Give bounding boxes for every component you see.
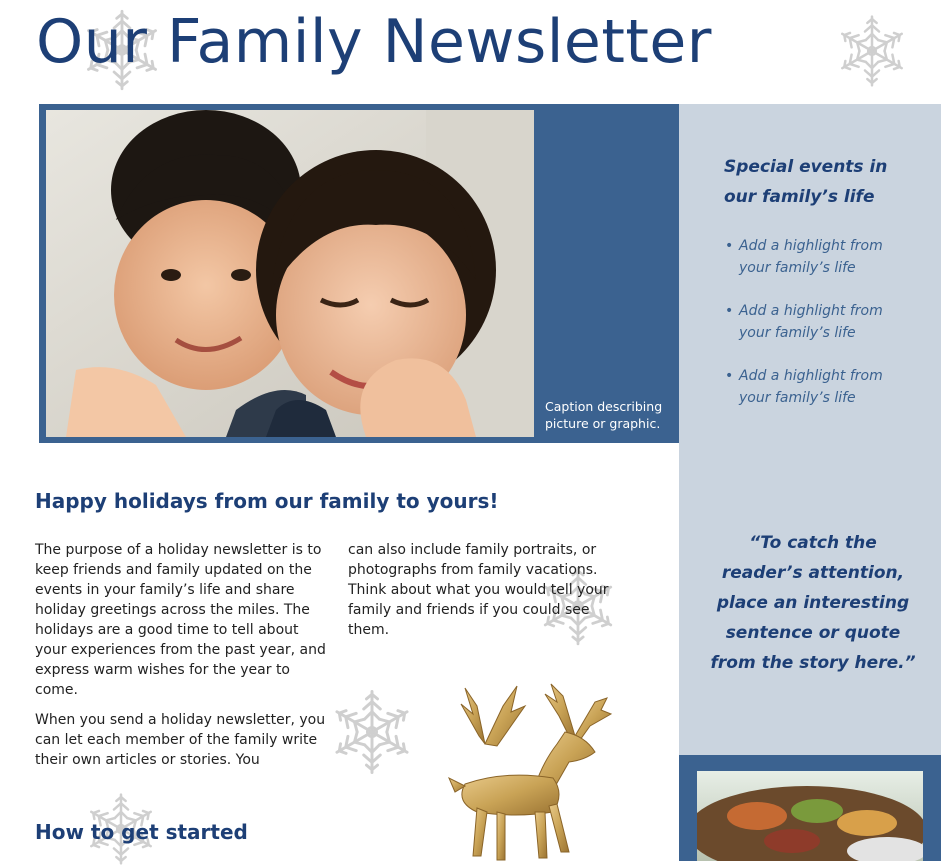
article-paragraph: The purpose of a holiday newsletter is to keep friends and family updated on the events in your family’s life and share holiday greetings across the miles. The holidays are a good time to tell about your experiences from the past year, and express warm wishes for the year to come.	[35, 542, 326, 698]
highlight-item: • Add a highlight from your family’s life	[725, 365, 909, 409]
article-paragraph: When you send a holiday newsletter, you can let each member of the family write their own articles or stories. You	[35, 712, 326, 768]
photo-panel	[39, 104, 679, 443]
pull-quote: “To catch the reader’s attention, place an interesting sentence or quote from the story here.”	[710, 533, 916, 673]
sidebar-heading: Special events in our family’s life	[724, 157, 888, 207]
sidebar	[679, 104, 941, 755]
newsletter-title: Our Family Newsletter	[36, 7, 712, 77]
article-paragraph: can also include family portraits, or photographs from family vacations. Think about what you would tell your family and friends if you could see them.	[348, 542, 609, 638]
article-column-left	[35, 540, 327, 780]
article-column-right	[348, 540, 630, 650]
food-photo	[697, 771, 923, 861]
photo-caption: Caption describing picture or graphic.	[545, 399, 663, 431]
section-heading: How to get started	[35, 820, 248, 844]
snowflake-icon	[833, 12, 911, 90]
article-heading: Happy holidays from our family to yours!	[35, 489, 499, 513]
snowflake-icon	[326, 686, 418, 778]
highlights-list	[725, 235, 909, 430]
reindeer-ornament	[425, 666, 615, 865]
highlight-item: • Add a highlight from your family’s life	[725, 235, 909, 279]
children-photo	[46, 110, 534, 437]
photo2-panel	[679, 755, 941, 861]
highlight-item: • Add a highlight from your family’s life	[725, 300, 909, 344]
